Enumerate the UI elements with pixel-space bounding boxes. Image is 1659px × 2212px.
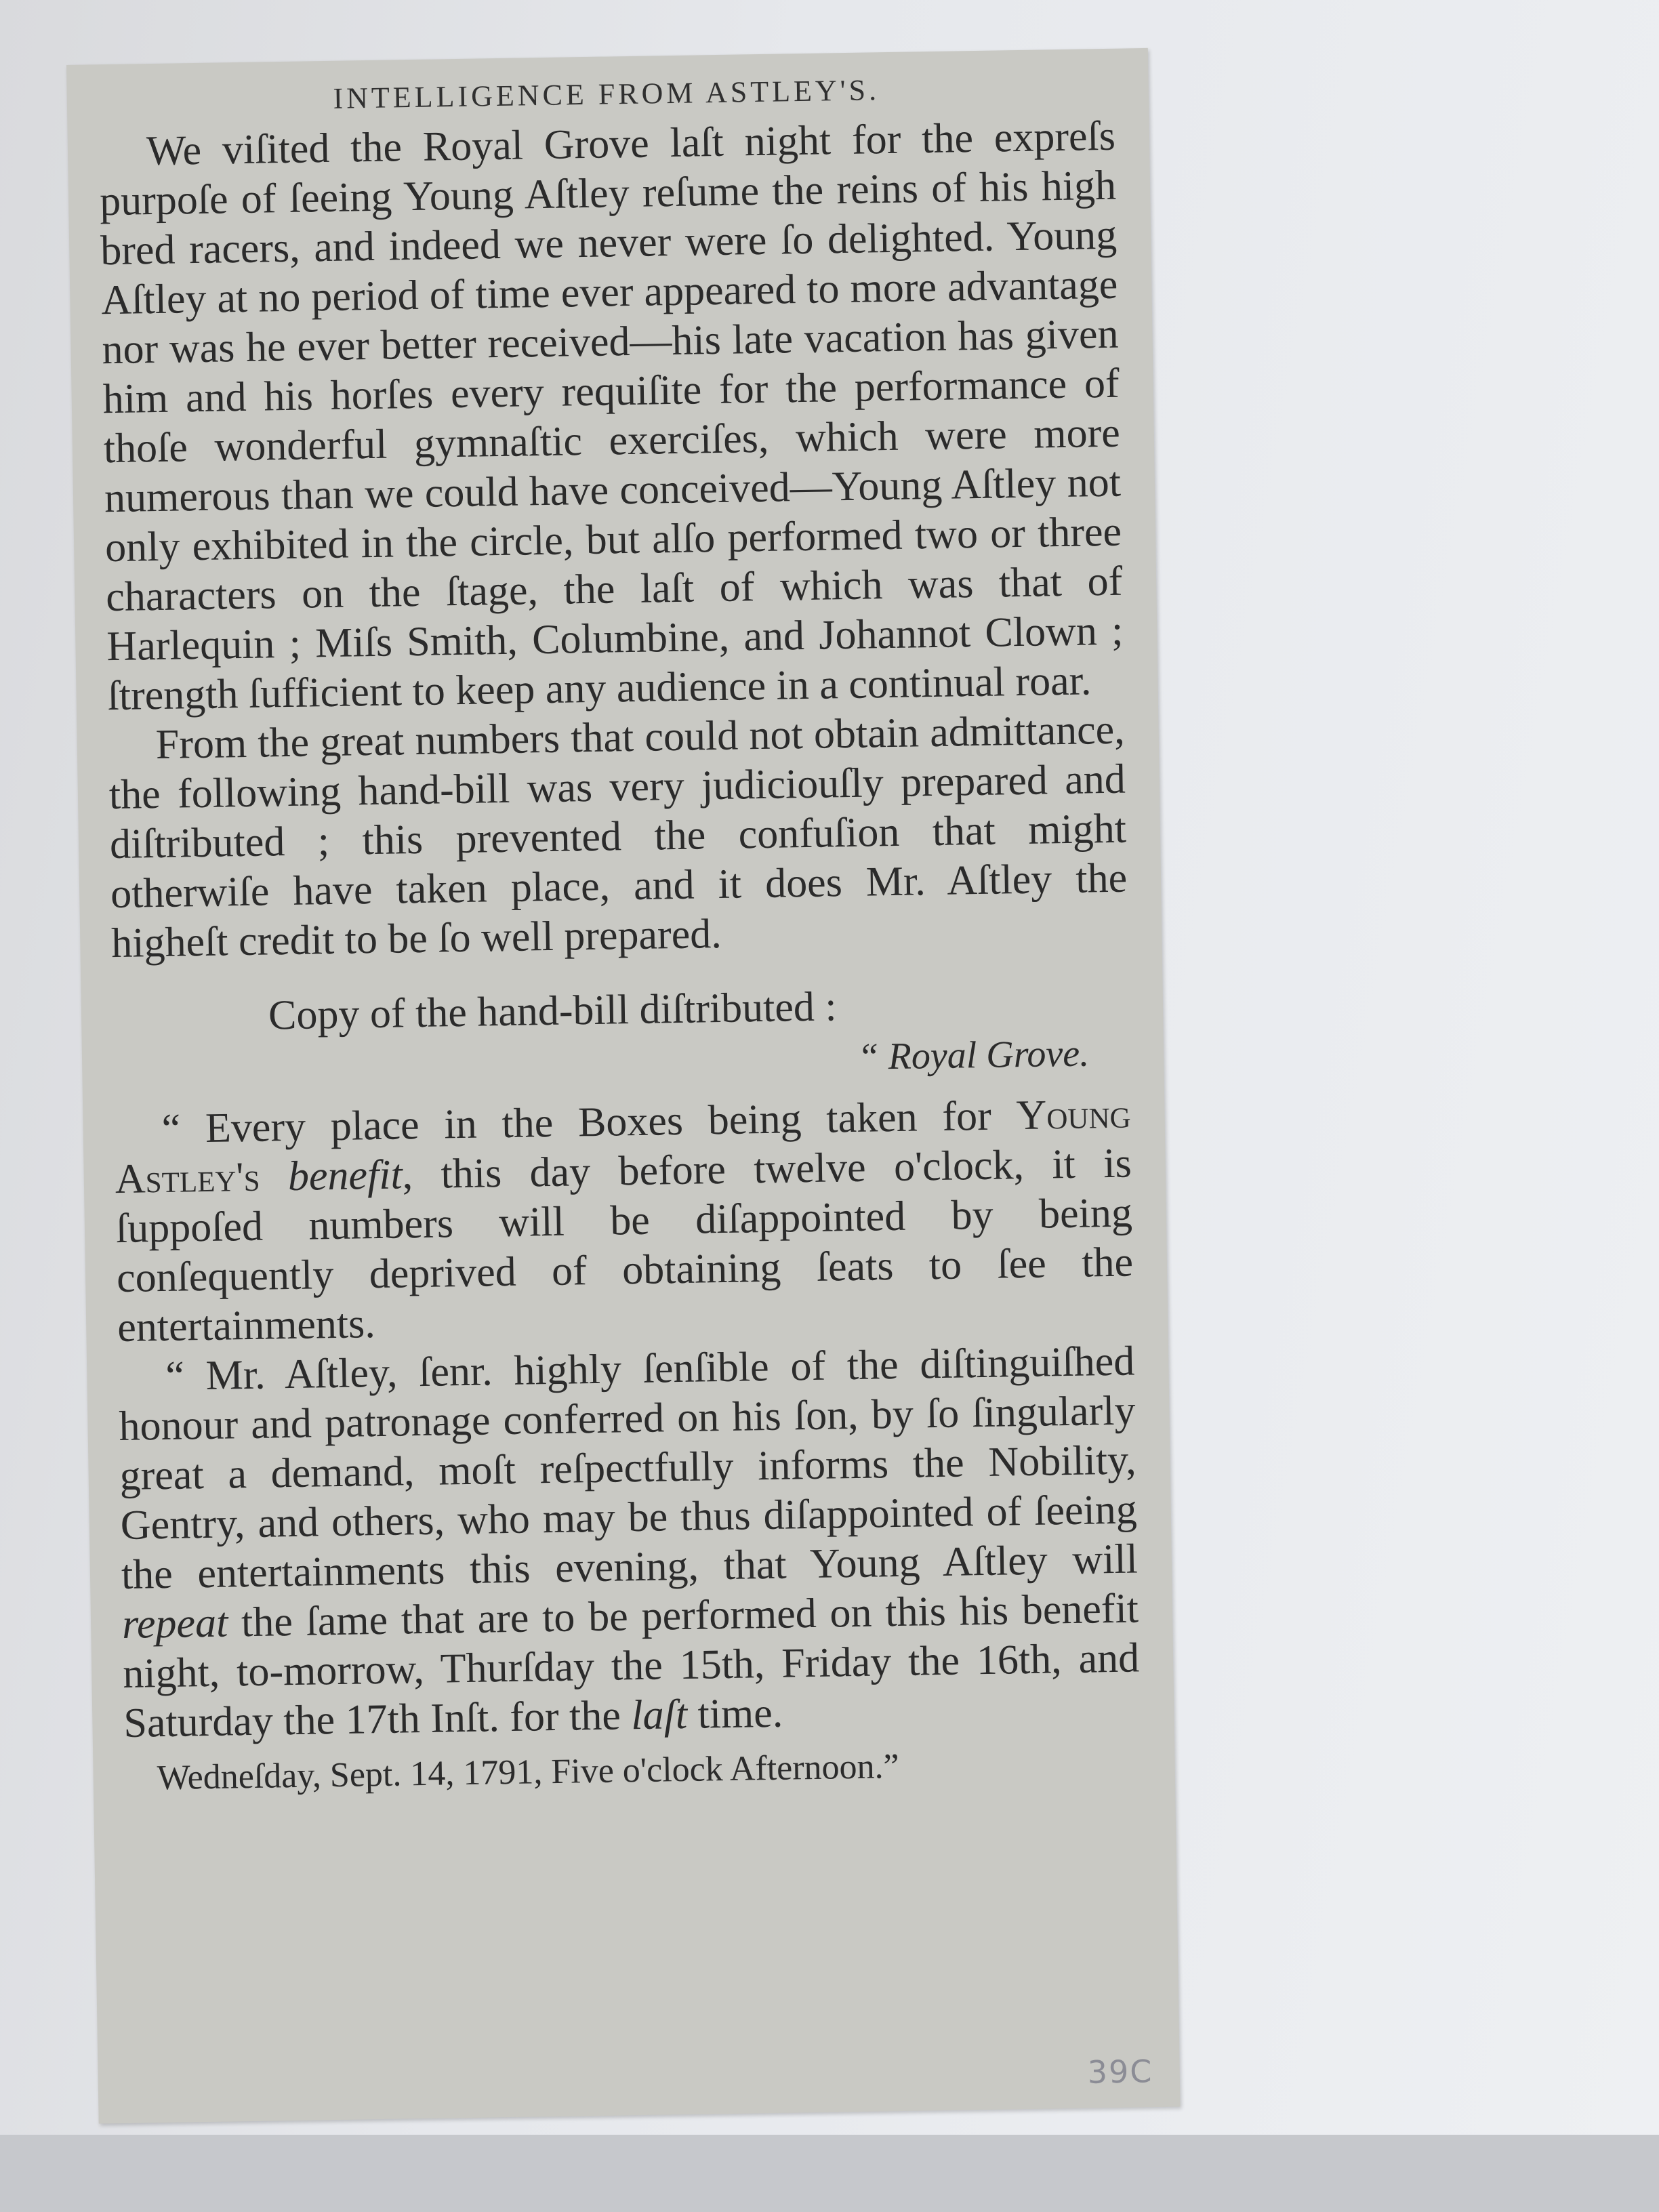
- benefit-word: benefit: [287, 1151, 403, 1200]
- paragraph-2: From the great numbers that could not obtain admittance, the following hand-bill was very judiciouſly prepared and diſtributed ; this prevented the confuſion that might otherwiſe have taken place, and it does Mr. Aſtley the higheſt credit to be ſo well prepared.: [108, 706, 1128, 967]
- paragraph-1: We viſited the Royal Grove laſt night for the expreſs purpoſe of ſeeing Young Aſtley reſume the reins of his high bred racers, and indeed we never were ſo delighted. Young Aſtley at no period of time ever appeared to more advantage nor was he ever better received—his late vacation has given him and his horſes every requiſite for the performance of thoſe wonderful gymnaſtic exerciſes, which were more numerous than we could have conceived—Young Aſtley not only exhibited in the circle, but alſo performed two or three characters on the ſtage, the laſt of which was that of Harlequin ; Miſs Smith, Columbine, and Johannot Clown ; ſtrength ſufficient to keep any audience in a continual roar.: [99, 112, 1124, 720]
- handbill-place: “ Royal Grove.: [857, 1032, 1090, 1078]
- paragraph-3-open: “ Every place in the Boxes being taken for: [161, 1092, 1017, 1152]
- article-heading: INTELLIGENCE FROM ASTLEY'S.: [333, 73, 880, 115]
- handbill-title: Copy of the hand-bill diſtributed :: [268, 983, 838, 1039]
- table-edge: [0, 2135, 1659, 2212]
- dateline: Wedneſday, Sept. 14, 1791, Five o'clock Afternoon.”: [157, 1747, 900, 1798]
- last-word: laſt: [630, 1691, 688, 1739]
- young-astley-name: Young Astley's: [115, 1090, 1132, 1203]
- paragraph-3: [114, 1090, 1134, 1353]
- paragraph-3-rest: , this day before twelve o'clock, it is ſuppoſed numbers will be diſappointed by being conſequently deprived of obtaining ſeats to ſee the entertainments.: [115, 1140, 1134, 1351]
- repeat-word: repeat: [121, 1599, 228, 1647]
- paragraph-4: [118, 1336, 1141, 1748]
- newspaper-clipping: [66, 48, 1181, 2124]
- paragraph-4-a: “ Mr. Aſtley, ſenr. highly ſenſible of the diſtinguiſhed honour and patronage conferred on his ſon, by ſo ſingularly great a demand, moſt reſpectfully informs the Nobility, Gentry, and others, who may be thus diſappointed of ſeeing the entertainments this evening, that Young Aſtley will: [119, 1338, 1139, 1598]
- paragraph-4-e: time.: [687, 1689, 783, 1738]
- pencil-annotation: 39C: [1087, 2053, 1153, 2091]
- article: [98, 64, 1141, 1805]
- paragraph-4-c: the ſame that are to be performed on this his benefit night, to-morrow, Thurſday the 15th, Friday the 16th, and Saturday the 17th Inſt. for the: [122, 1585, 1140, 1746]
